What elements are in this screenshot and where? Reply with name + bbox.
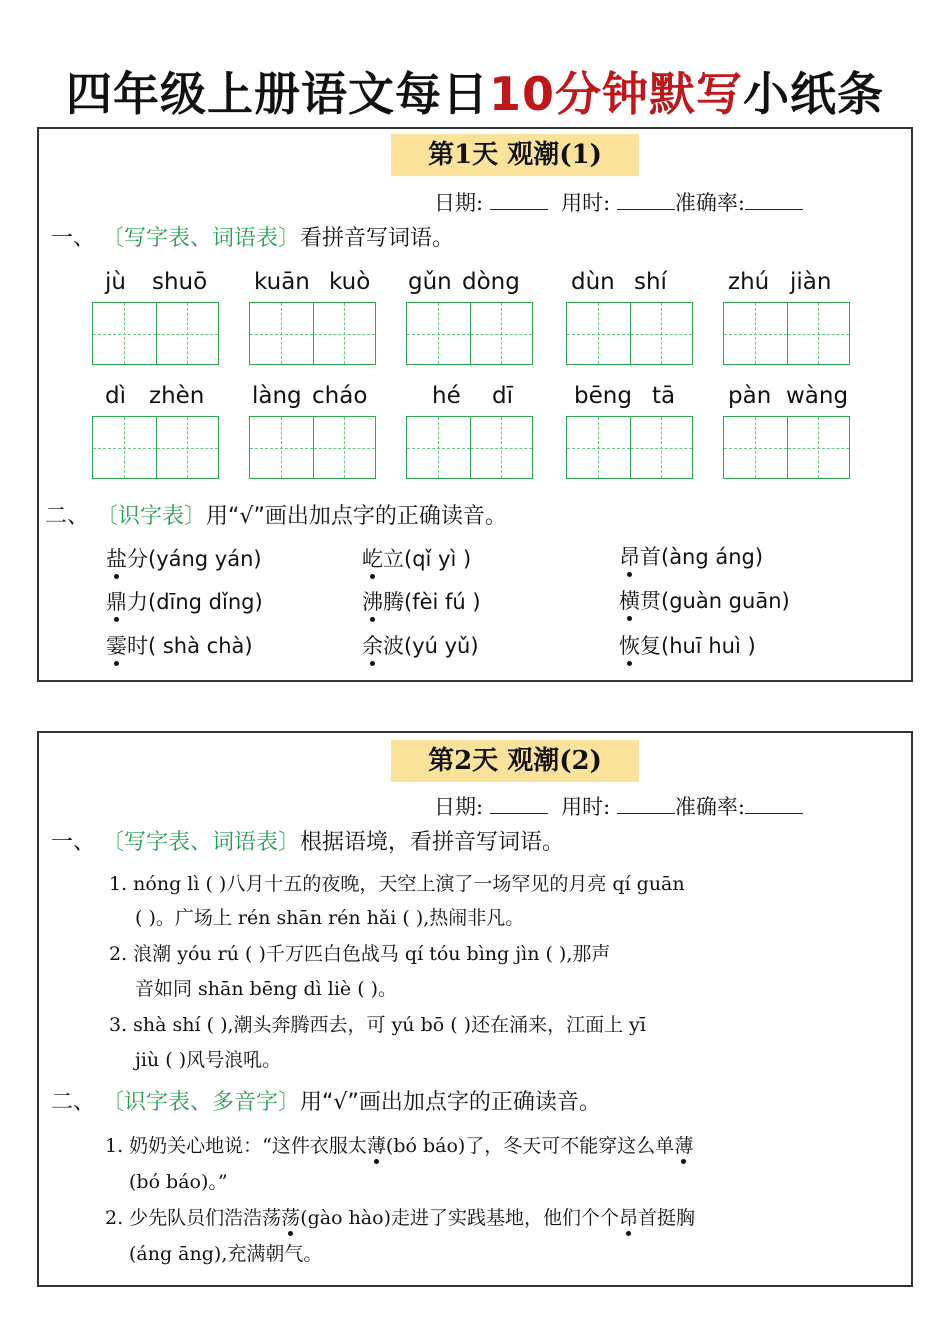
- pinyin-item: bēng tā: [566, 383, 694, 415]
- day1-section1-heading: 一、 〔写字表、词语表〕看拼音写词语。: [51, 226, 455, 251]
- pinyin-item: hé dī: [406, 383, 534, 415]
- fill-blank-line[interactable]: 音如同 shān bēng dì liè ( )。: [135, 978, 398, 1000]
- polyphone-question-1[interactable]: 1. 奶奶关心地说：“这件衣服太薄(bó báo)了，冬天可不能穿这么单薄: [105, 1131, 693, 1158]
- fill-blank-line[interactable]: 3. shà shí ( ),潮头奔腾西去，可 yú bō ( )还在涌来，江面上 yī: [109, 1014, 646, 1036]
- reading-choice[interactable]: 霎时( shà chà): [106, 630, 253, 660]
- pinyin-item: gǔn dòng: [406, 269, 534, 301]
- day2-meta: 日期: 用时: 准确率:: [434, 791, 803, 821]
- day2-card: [37, 731, 913, 1287]
- pinyin-item: zhú jiàn: [723, 269, 851, 301]
- page-title: 四年级上册语文每日10分钟默写小纸条: [65, 67, 884, 121]
- day1-title: 第1天 观潮(1): [391, 134, 639, 176]
- writing-grid[interactable]: [566, 416, 693, 479]
- day1-meta: 日期: 用时: 准确率:: [434, 187, 803, 217]
- writing-grid[interactable]: [723, 302, 850, 365]
- polyphone-question-2[interactable]: 2. 少先队员们浩浩荡荡(gào hào)走进了实践基地，他们个个昂首挺胸: [105, 1203, 695, 1230]
- reading-choice[interactable]: 鼎力(dīng dǐng): [106, 586, 263, 616]
- reading-choice[interactable]: 昂首(àng áng): [619, 541, 763, 571]
- fill-blank-line[interactable]: 1. nóng lì ( )八月十五的夜晚，天空上演了一场罕见的月亮 qí guān: [109, 873, 685, 895]
- pinyin-item: kuān kuò: [249, 269, 377, 301]
- polyphone-question-2-cont[interactable]: (áng āng),充满朝气。: [129, 1243, 323, 1265]
- writing-grid[interactable]: [92, 416, 219, 479]
- writing-grid[interactable]: [723, 416, 850, 479]
- day1-card: [37, 127, 913, 682]
- reading-choice[interactable]: 横贯(guàn guān): [619, 585, 790, 615]
- day1-section2-heading: 二、 〔识字表〕用“√”画出加点字的正确读音。: [45, 504, 507, 529]
- polyphone-question-1-cont[interactable]: (bó báo)。”: [129, 1171, 228, 1193]
- reading-choice[interactable]: 沸腾(fèi fú ): [362, 586, 481, 616]
- reading-choice[interactable]: 盐分(yáng yán): [106, 543, 262, 573]
- writing-grid[interactable]: [406, 302, 533, 365]
- pinyin-item: jù shuō: [92, 269, 220, 301]
- reading-choice[interactable]: 余波(yú yǔ): [362, 630, 479, 660]
- pinyin-item: làng cháo: [249, 383, 377, 415]
- day2-section2-heading: 二、 〔识字表、多音字〕用“√”画出加点字的正确读音。: [51, 1090, 601, 1115]
- fill-blank-line[interactable]: jiù ( )风号浪吼。: [135, 1049, 282, 1071]
- fill-blank-line[interactable]: ( )。广场上 rén shān rén hǎi ( ),热闹非凡。: [135, 907, 525, 929]
- writing-grid[interactable]: [249, 416, 376, 479]
- writing-grid[interactable]: [406, 416, 533, 479]
- pinyin-item: dùn shí: [566, 269, 694, 301]
- writing-grid[interactable]: [92, 302, 219, 365]
- writing-grid[interactable]: [566, 302, 693, 365]
- pinyin-item: pàn wàng: [723, 383, 851, 415]
- pinyin-item: dì zhèn: [92, 383, 220, 415]
- writing-grid[interactable]: [249, 302, 376, 365]
- reading-choice[interactable]: 屹立(qǐ yì ): [362, 543, 471, 573]
- fill-blank-line[interactable]: 2. 浪潮 yóu rú ( )千万匹白色战马 qí tóu bìng jìn ( ),那声: [109, 943, 611, 965]
- reading-choice[interactable]: 恢复(huī huì ): [619, 630, 756, 660]
- day2-section1-heading: 一、 〔写字表、词语表〕根据语境，看拼音写词语。: [51, 830, 565, 855]
- day2-title: 第2天 观潮(2): [391, 740, 639, 782]
